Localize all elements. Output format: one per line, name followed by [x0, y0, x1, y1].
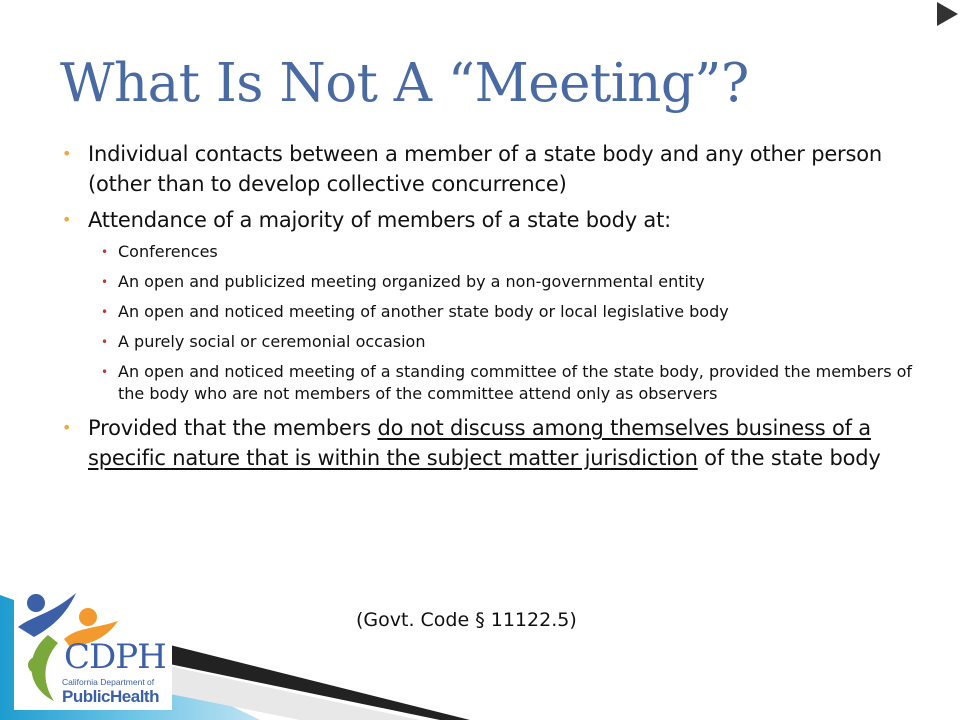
- bullet-text-prefix: Provided that the members: [88, 416, 378, 440]
- bullet-dot-icon: •: [62, 418, 72, 437]
- sub-bullet-standing-committee: [62, 361, 922, 405]
- citation: (Govt. Code § 11122.5): [356, 609, 577, 631]
- bullet-dot-icon: •: [62, 210, 72, 229]
- bullet-text: Individual contacts between a member of a state body and any other person (other than to develop collective concurrence): [88, 142, 882, 196]
- bullet-individual-contacts: [62, 139, 922, 199]
- sub-bullet-dot-icon: •: [101, 245, 109, 259]
- sub-bullet-text: An open and publicized meeting organized by a non-governmental entity: [118, 272, 705, 291]
- sub-bullet-noticed-meeting: [62, 301, 922, 323]
- bullet-attendance-majority: [62, 205, 922, 235]
- sub-bullet-text: An open and noticed meeting of a standing committee of the state body, provided the members of the body who are not members of the committee attend only as observers: [118, 362, 913, 403]
- bullet-text-suffix: of the state body: [697, 446, 881, 470]
- sub-bullet-dot-icon: •: [101, 275, 109, 289]
- sub-bullet-text: A purely social or ceremonial occasion: [118, 332, 426, 351]
- bullet-provided-that: [62, 413, 922, 473]
- cdph-logo-public-health: PublicHealth: [62, 687, 159, 706]
- bullet-text-underlined: do not discuss among themselves business of a specific nature that is within the subject matter jurisdiction: [88, 416, 871, 470]
- bullet-text: Attendance of a majority of members of a state body at:: [88, 208, 671, 232]
- sub-bullet-text: Conferences: [118, 242, 218, 261]
- sub-bullet-dot-icon: •: [101, 305, 109, 319]
- sub-bullet-dot-icon: •: [101, 365, 109, 379]
- sub-bullet-text: An open and noticed meeting of another state body or local legislative body: [118, 302, 729, 321]
- bullet-dot-icon: •: [62, 144, 72, 163]
- sub-bullet-publicized-meeting: [62, 271, 922, 293]
- cdph-logo-subtitle: California Department of: [62, 677, 155, 687]
- slide-title: What Is Not A “Meeting”?: [60, 53, 749, 114]
- sub-bullet-conferences: [62, 241, 922, 263]
- slide-content: [62, 139, 922, 479]
- sub-bullet-social-occasion: [62, 331, 922, 353]
- sub-bullet-dot-icon: •: [101, 335, 109, 349]
- cdph-logo: [14, 575, 172, 710]
- cdph-logo-text: CDPH: [64, 637, 166, 677]
